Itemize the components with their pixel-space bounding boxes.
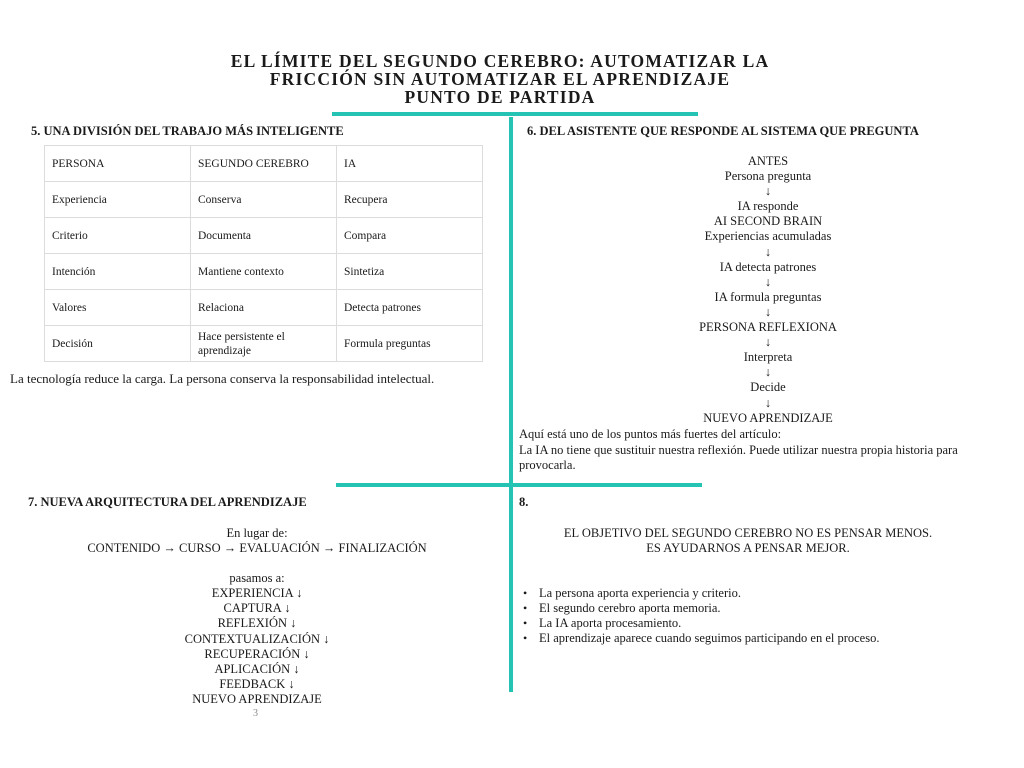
section-8-statement-line-2: ES AYUDARNOS A PENSAR MEJOR. bbox=[646, 541, 850, 556]
flow-step: IA responde bbox=[737, 199, 799, 214]
arrow-down-icon: ↓ bbox=[764, 395, 772, 410]
section-5-heading: 5. UNA DIVISIÓN DEL TRABAJO MÁS INTELIGENTE bbox=[31, 124, 344, 138]
arrow-down-icon: ↓ bbox=[764, 184, 772, 199]
table-cell: Relaciona bbox=[191, 290, 337, 326]
flow-step: APLICACIÓN ↓ bbox=[214, 661, 300, 676]
flow-step: CAPTURA ↓ bbox=[223, 601, 291, 616]
section-6-flow bbox=[618, 154, 918, 426]
table-cell: Valores bbox=[45, 290, 191, 326]
section-5-caption: La tecnología reduce la carga. La persona conserva la responsabilidad intelectual. bbox=[10, 371, 435, 386]
table-cell: Hace persistente el aprendizaje bbox=[191, 326, 337, 362]
table-cell: Recupera bbox=[337, 182, 483, 218]
table-row bbox=[45, 254, 483, 290]
section-6-note-line-1: Aquí está uno de los puntos más fuertes del artículo: bbox=[519, 427, 782, 441]
flow-step: ANTES bbox=[747, 154, 789, 168]
table-cell: IA bbox=[337, 146, 483, 182]
arrow-down-icon: ↓ bbox=[764, 274, 772, 289]
page-title bbox=[0, 52, 1000, 106]
section-7-intro: En lugar de: bbox=[226, 526, 288, 540]
section-7-old-flow: CONTENIDO → CURSO → EVALUACIÓN → FINALIZACIÓN bbox=[87, 541, 427, 556]
flow-step: IA detecta patrones bbox=[719, 259, 817, 274]
divider-vertical bbox=[509, 117, 513, 692]
table-header-row bbox=[45, 146, 483, 182]
flow-step: REFLEXIÓN ↓ bbox=[217, 616, 297, 631]
table-cell: PERSONA bbox=[45, 146, 191, 182]
flow-step: NUEVO APRENDIZAJE bbox=[192, 691, 322, 706]
table-row bbox=[45, 182, 483, 218]
arrow-down-icon: ↓ bbox=[764, 335, 772, 350]
flow-step: EXPERIENCIA ↓ bbox=[211, 586, 303, 601]
section-7-flow bbox=[7, 526, 507, 707]
table-cell: Decisión bbox=[45, 326, 191, 362]
table-cell: Conserva bbox=[191, 182, 337, 218]
table-cell: SEGUNDO CEREBRO bbox=[191, 146, 337, 182]
table-cell: Mantiene contexto bbox=[191, 254, 337, 290]
table-cell: Sintetiza bbox=[337, 254, 483, 290]
flow-step: AI SECOND BRAIN bbox=[713, 214, 823, 229]
division-table bbox=[44, 145, 483, 362]
table-cell: Detecta patrones bbox=[337, 290, 483, 326]
flow-step: CONTEXTUALIZACIÓN ↓ bbox=[184, 631, 330, 646]
table-cell: Experiencia bbox=[45, 182, 191, 218]
flow-step: PERSONA REFLEXIONA bbox=[699, 320, 837, 335]
title-line-3: PUNTO DE PARTIDA bbox=[404, 87, 596, 107]
list-item: • La persona aporta experiencia y criterio. bbox=[523, 586, 879, 601]
flow-step: Persona pregunta bbox=[724, 169, 812, 184]
table-cell: Compara bbox=[337, 218, 483, 254]
title-line-2: FRICCIÓN SIN AUTOMATIZAR EL APRENDIZAJE bbox=[269, 69, 731, 89]
table-cell: Documenta bbox=[191, 218, 337, 254]
section-7-transition: pasamos a: bbox=[229, 571, 285, 586]
page-number: 3 bbox=[253, 708, 258, 719]
divider-middle bbox=[336, 483, 702, 487]
section-7-heading: 7. NUEVA ARQUITECTURA DEL APRENDIZAJE bbox=[28, 495, 307, 509]
flow-step: Experiencias acumuladas bbox=[704, 229, 832, 244]
section-8-heading: 8. bbox=[519, 495, 529, 509]
table-row bbox=[45, 218, 483, 254]
table-row bbox=[45, 326, 483, 362]
divider-top bbox=[332, 112, 698, 116]
arrow-down-icon: ↓ bbox=[764, 244, 772, 259]
table-row bbox=[45, 290, 483, 326]
section-8-bullets bbox=[523, 586, 879, 646]
section-6-note-line-2: La IA no tiene que sustituir nuestra reflexión. Puede utilizar nuestra propia historia para provocarla. bbox=[519, 442, 958, 472]
section-8-statement bbox=[498, 526, 998, 556]
flow-step: NUEVO APRENDIZAJE bbox=[703, 410, 833, 425]
arrow-down-icon: ↓ bbox=[764, 365, 772, 380]
section-8-statement-line-1: EL OBJETIVO DEL SEGUNDO CEREBRO NO ES PENSAR MENOS. bbox=[563, 526, 933, 540]
flow-step: Decide bbox=[750, 380, 786, 395]
arrow-down-icon: ↓ bbox=[764, 304, 772, 319]
flow-step: FEEDBACK ↓ bbox=[219, 676, 295, 691]
flow-step: RECUPERACIÓN ↓ bbox=[204, 646, 310, 661]
table-cell: Formula preguntas bbox=[337, 326, 483, 362]
section-6-note bbox=[519, 427, 1009, 474]
flow-step: Interpreta bbox=[743, 350, 793, 365]
table-cell: Criterio bbox=[45, 218, 191, 254]
list-item: • El aprendizaje aparece cuando seguimos participando en el proceso. bbox=[523, 631, 879, 646]
title-line-1: EL LÍMITE DEL SEGUNDO CEREBRO: AUTOMATIZAR LA bbox=[230, 51, 770, 71]
table-cell: Intención bbox=[45, 254, 191, 290]
flow-step: IA formula preguntas bbox=[714, 289, 822, 304]
list-item: • El segundo cerebro aporta memoria. bbox=[523, 601, 879, 616]
section-6-heading: 6. DEL ASISTENTE QUE RESPONDE AL SISTEMA QUE PREGUNTA bbox=[527, 124, 919, 138]
section-7-new-flow bbox=[7, 586, 507, 707]
list-item: • La IA aporta procesamiento. bbox=[523, 616, 879, 631]
